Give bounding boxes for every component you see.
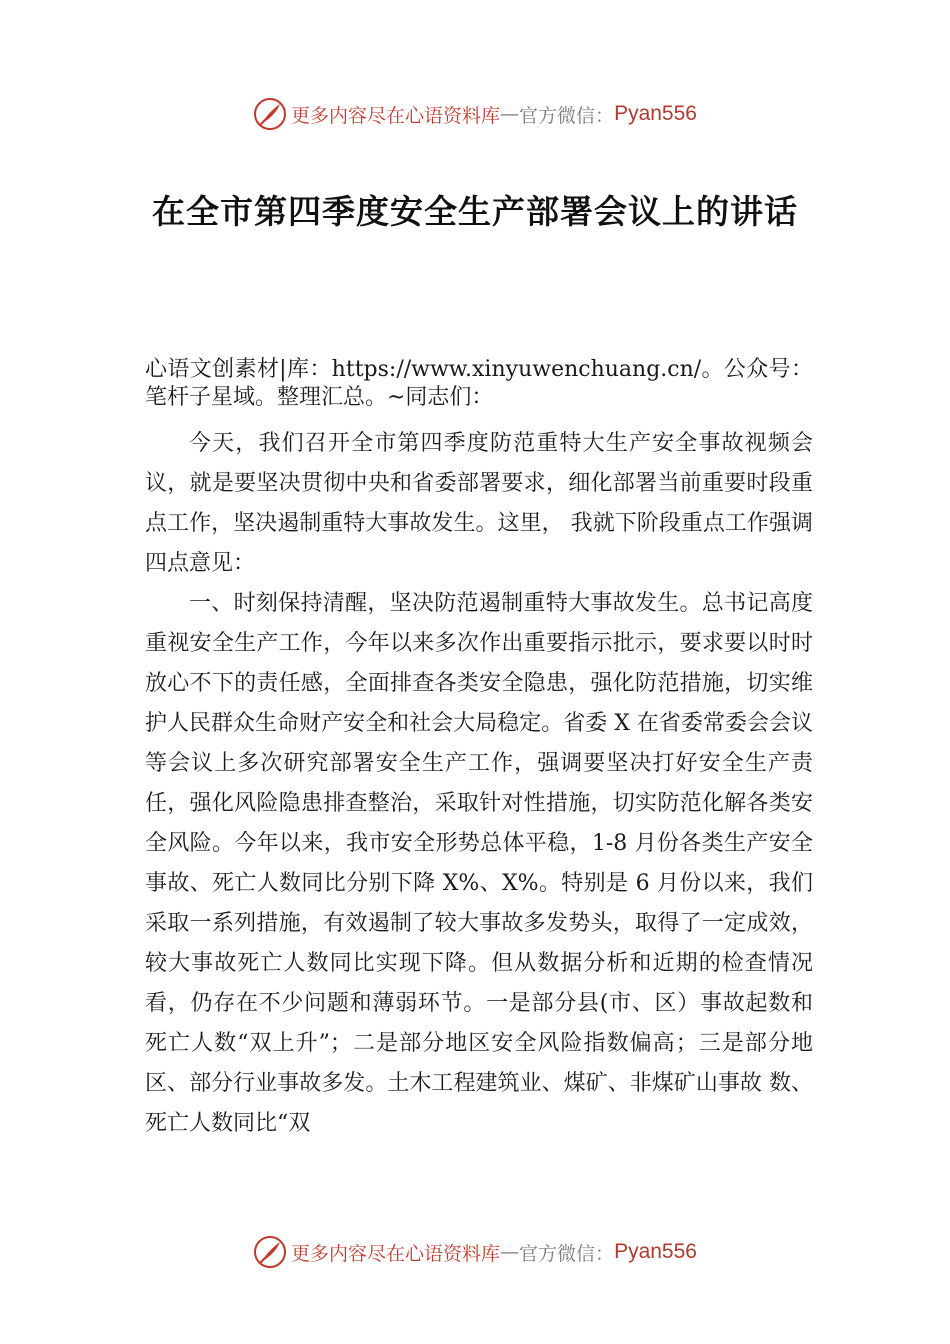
- source-line: 心语文创素材|库：https://www.xinyuwenchuang.cn/。公众号：笔杆子星域。整理汇总。~同志们：: [145, 357, 813, 410]
- paragraph: 一、时刻保持清醒，坚决防范遏制重特大事故发生。总书记高度重视安全生产工作，今年以来多次作出重要指示批示，要求要以时时放心不下的责任感，全面排查各类安全隐患，强化防范措施，切实维护人民群众生命财产安全和社会大局稳定。省委 X 在省委常委会会议等会议上多次研究部署安全生产工作，强调要坚决打好安全生产责任，强化风险隐患排查整治，采取针对性措施，切实防范化解各类安全风险。今年以来，我市安全形势总体平稳，1-8 月份各类生产安全事故、死亡人数同比分别下降 X%、X%。特别是 6 月份以来，我们采取一系列措施，有效遏制了较大事故多发势头，取得了一定成效，较大事故死亡人数同比实现下降。但从数据分析和近期的检查情况看，仍存在不少问题和薄弱环节。一是部分县(市、区）事故起数和死亡人数“双上升”；二是部分地区安全风险指数偏高；三是部分地区、部分行业事故多发。土木工程建筑业、煤矿、非煤矿山事故 数、死亡人数同比“双: [145, 591, 813, 1136]
- paragraph: 今天，我们召开全市第四季度防范重特大生产安全事故视频会议，就是要坚决贯彻中央和省委部署要求，细化部署当前重要时段重点工作，坚决遏制重特大事故发生。这里， 我就下阶段重点工作强调四点意见：: [145, 431, 813, 576]
- document-body: [145, 356, 813, 1144]
- footer-banner: [0, 1230, 950, 1274]
- quill-logo-icon: [253, 1235, 287, 1269]
- wechat-label: 官方微信：: [519, 1242, 615, 1265]
- wechat-label: 官方微信：: [519, 104, 615, 127]
- header-banner: [0, 92, 950, 136]
- document-title: 在全市第四季度安全生产部署会议上的讲话: [152, 192, 798, 231]
- promo-text: 更多内容尽在心语资料库: [291, 104, 501, 127]
- banner-dash: —: [500, 103, 520, 125]
- promo-text: 更多内容尽在心语资料库: [291, 1242, 501, 1265]
- wechat-id: Pyan556: [614, 102, 697, 125]
- quill-logo-icon: [253, 97, 287, 131]
- banner-dash: —: [500, 1241, 520, 1263]
- wechat-id: Pyan556: [614, 1240, 697, 1263]
